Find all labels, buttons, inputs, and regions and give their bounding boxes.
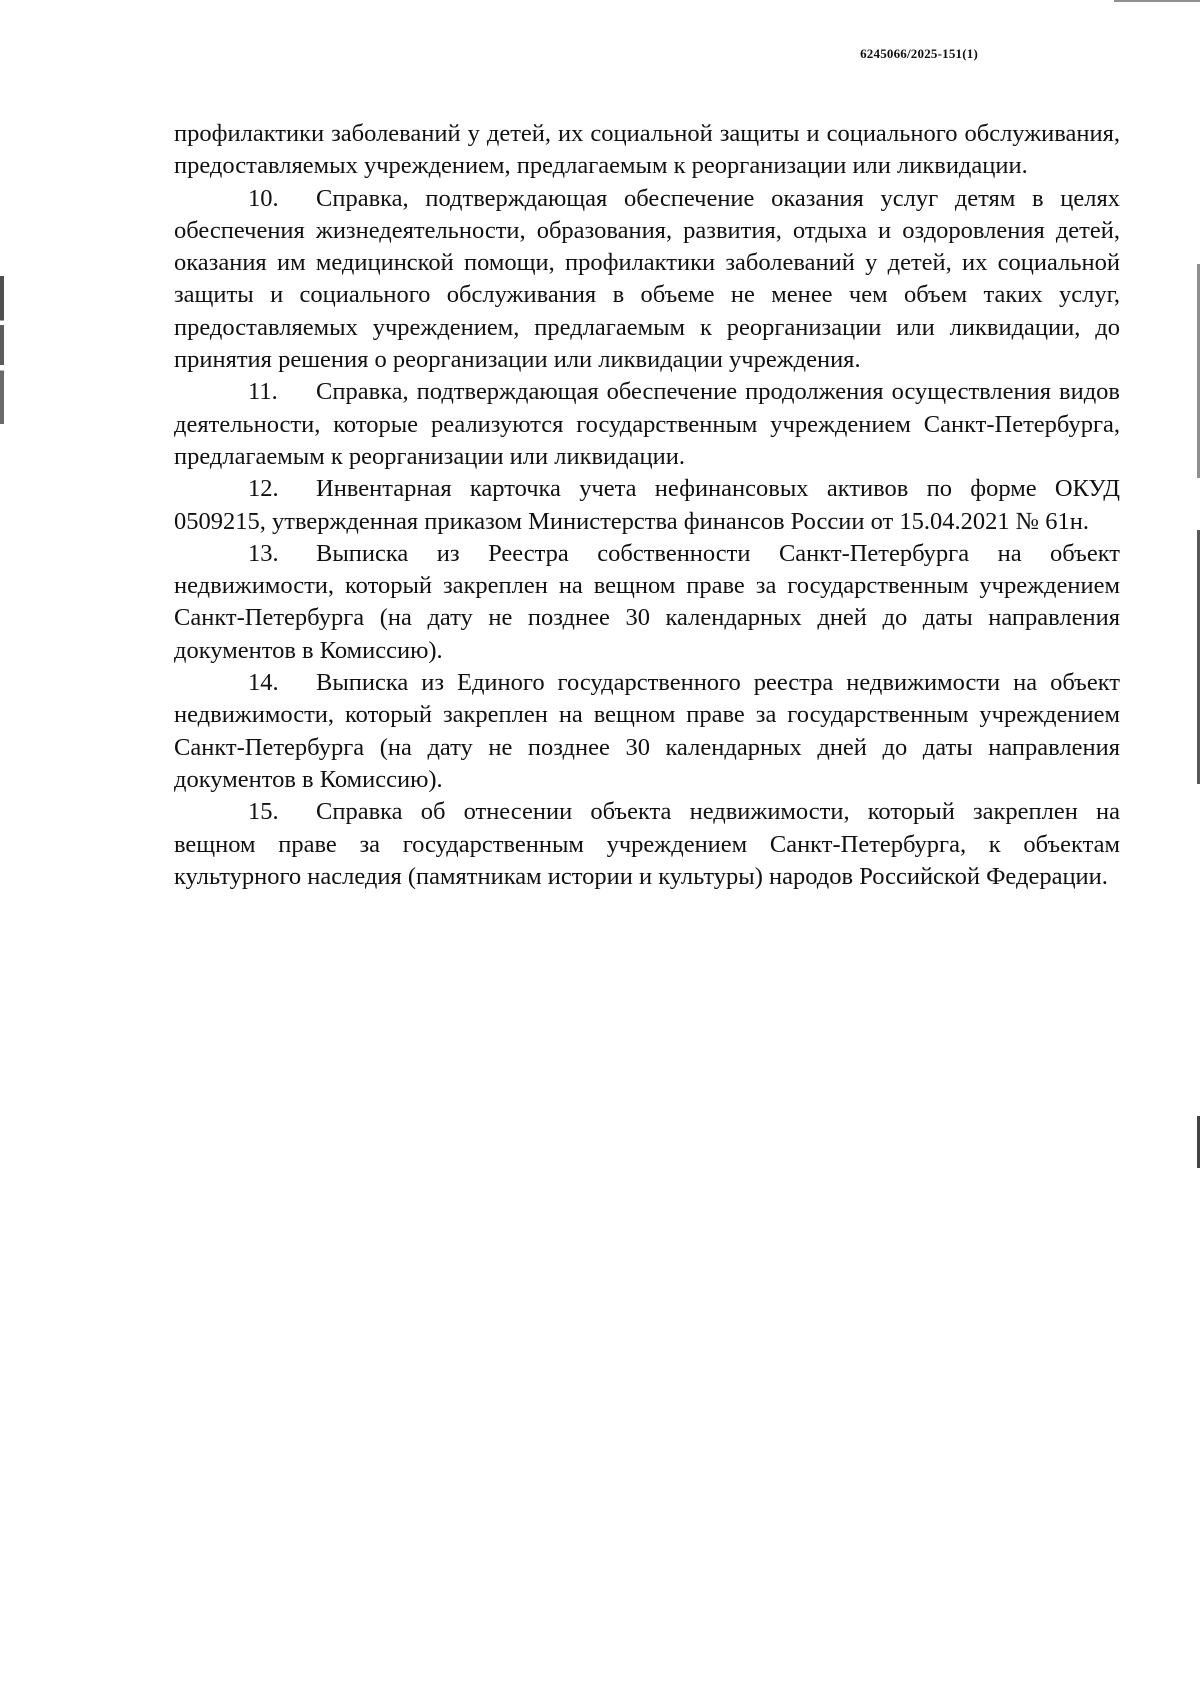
list-item-number: 14. [248, 669, 279, 697]
list-item-text: Инвентарная карточка учета нефинансовых активов по форме ОКУД 0509215, утвержденная приказом Министерства финансов России от 15.04.2021 № 61н. [174, 475, 1120, 535]
list-item-number: 11. [248, 378, 278, 406]
document-body [174, 118, 1120, 893]
list-item-text: Справка, подтверждающая обеспечение продолжения осуществления видов деятельности, которые реализуются государственным учреждением Санкт-Петербурга, предлагаемым к реорганизации или ликвидации. [174, 378, 1120, 470]
list-item-text: Выписка из Единого государственного реестра недвижимости на объект недвижимости, который закреплен на вещном праве за государственным учреждением Санкт-Петербурга (на дату не позднее 30 календарных дней до даты направления документов в Комиссию). [174, 669, 1120, 793]
document-number: 6245066/2025-151(1) [860, 46, 978, 61]
list-item-text: Выписка из Реестра собственности Санкт-Петербурга на объект недвижимости, который закреплен на вещном праве за государственным учреждением Санкт-Петербурга (на дату не позднее 30 календарных дней до даты направления документов в Комиссию). [174, 539, 1120, 664]
list-item [174, 473, 1120, 538]
list-item [174, 183, 1120, 377]
list-item-number: 13. [248, 539, 279, 567]
list-item [174, 376, 1120, 473]
list-item-text: Справка, подтверждающая обеспечение оказания услуг детям в целях обеспечения жизнедеятельности, образования, развития, отдыха и оздоровления детей, оказания им медицинской помощи, профилактики заболеваний у детей, их социальной защиты и социального обслуживания в объеме не менее чем объем таких услуг, предоставляемых учреждением, предлагаемым к реорганизации или ликвидации, до принятия решения о реорганизации или ликвидации учреждения. [174, 184, 1120, 374]
list-item [174, 796, 1120, 893]
continuation-paragraph: профилактики заболеваний у детей, их социальной защиты и социального обслуживания, предоставляемых учреждением, предлагаемым к реорганизации или ликвидации. [174, 120, 1120, 180]
list-item-number: 10. [248, 184, 279, 212]
scan-artifact-top [1114, 0, 1200, 2]
scan-artifact-left [0, 276, 4, 424]
list-item-number: 15. [248, 798, 279, 826]
list-item-number: 12. [248, 475, 279, 503]
list-item-text: Справка об отнесении объекта недвижимости, который закреплен на вещном праве за государственным учреждением Санкт-Петербурга, к объектам культурного наследия (памятникам истории и культуры) народов Российской Федерации. [174, 798, 1120, 890]
list-item [174, 667, 1120, 796]
list-item [174, 538, 1120, 667]
